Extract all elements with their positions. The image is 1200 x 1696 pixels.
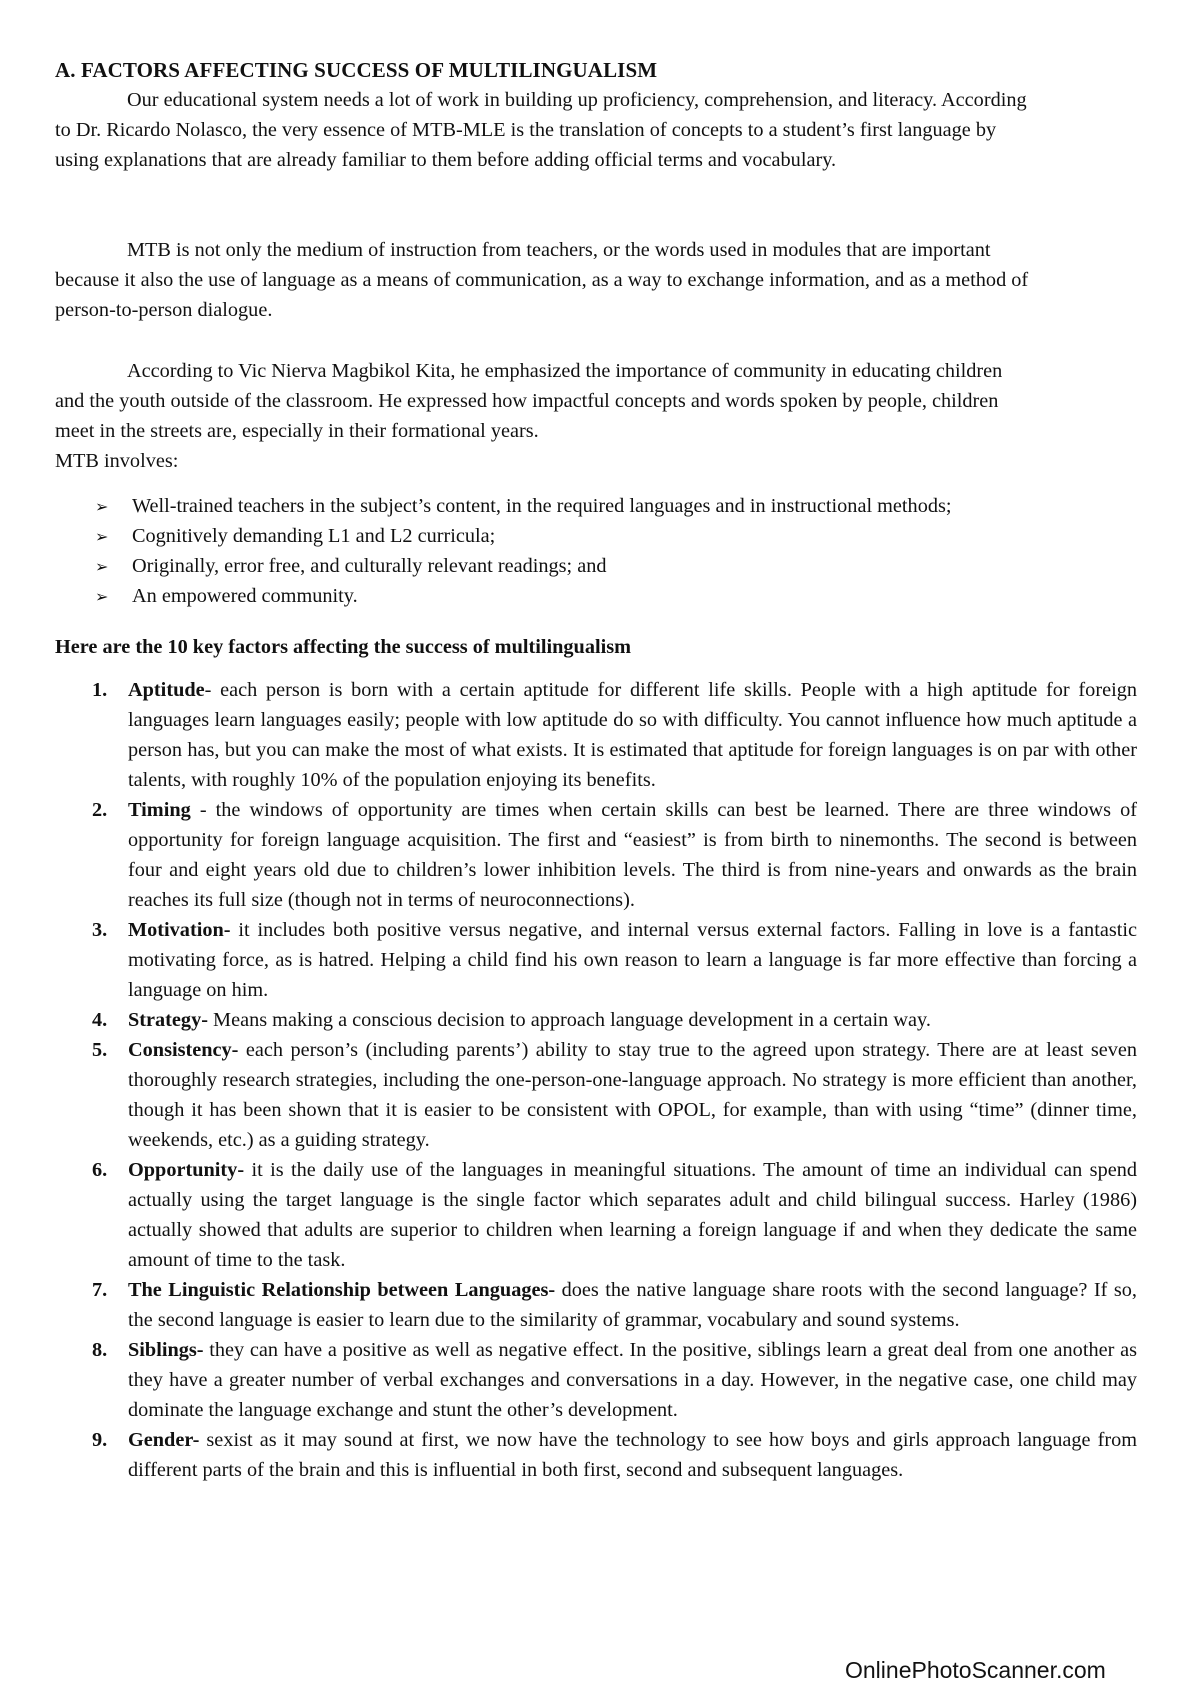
bullet-text: Cognitively demanding L1 and L2 curricula; xyxy=(132,525,496,547)
section-heading: A. FACTORS AFFECTING SUCCESS OF MULTILINGUALISM xyxy=(55,58,658,82)
factor-number: 1. xyxy=(92,679,108,701)
factor-item xyxy=(92,1275,1137,1335)
paragraph-text: MTB is not only the medium of instruction from teachers, or the words used in modules that are important because it also the use of language as a means of communication, as a way to exchange information, and as a method of person-to-person dialogue. xyxy=(55,239,1029,321)
factor-item xyxy=(92,1005,1137,1035)
factor-item xyxy=(92,1425,1137,1485)
factor-item xyxy=(92,915,1137,1005)
factor-text: it includes both positive versus negative, and internal versus external factors. Falling in love is a fantastic motivating force, as is hatred. Helping a child find his own reason to learn a language is far more effective than forcing a language on him. xyxy=(128,919,1137,1001)
factor-item xyxy=(92,795,1137,915)
mtb-involves-label: MTB involves: xyxy=(55,450,179,472)
list-item xyxy=(95,581,1155,611)
factor-term: Siblings- xyxy=(128,1339,204,1361)
factor-term: Consistency- xyxy=(128,1039,239,1061)
factor-term: Aptitude xyxy=(128,679,205,701)
factor-item xyxy=(92,1335,1137,1425)
paragraph-text: According to Vic Nierva Magbikol Kita, he emphasized the importance of community in educating children and the youth outside of the classroom. He expressed how impactful concepts and words spoken by people, children meet in the streets are, especially in their formational years. xyxy=(55,360,1003,442)
arrow-bullet-icon: ➢ xyxy=(95,587,109,606)
factor-item xyxy=(92,1155,1137,1275)
factor-text: sexist as it may sound at first, we now have the technology to see how boys and girls approach language from different parts of the brain and this is influential in both first, second and subsequent languages. xyxy=(128,1429,1137,1481)
bullet-text: Well-trained teachers in the subject’s content, in the required languages and in instructional methods; xyxy=(132,495,952,517)
bullet-text: Originally, error free, and culturally relevant readings; and xyxy=(132,555,607,577)
list-item xyxy=(95,491,1155,521)
factor-number: 7. xyxy=(92,1279,108,1301)
factors-list xyxy=(92,675,1137,1485)
scanner-watermark: OnlinePhotoScanner.com xyxy=(845,1657,1106,1683)
paragraph-1 xyxy=(55,85,1035,175)
arrow-bullet-icon: ➢ xyxy=(95,527,109,546)
arrow-bullet-icon: ➢ xyxy=(95,497,109,516)
paragraph-text: Our educational system needs a lot of work in building up proficiency, comprehension, and literacy. According to Dr. Ricardo Nolasco, the very essence of MTB-MLE is the translation of concepts to a student’s first language by using explanations that are already familiar to them before adding official terms and vocabulary. xyxy=(55,89,1027,171)
factor-number: 2. xyxy=(92,799,108,821)
factor-number: 3. xyxy=(92,919,108,941)
bullet-text: An empowered community. xyxy=(132,585,358,607)
factor-item xyxy=(92,675,1137,795)
factor-term: Strategy- xyxy=(128,1009,208,1031)
factor-text: they can have a positive as well as negative effect. In the positive, siblings learn a great deal from one another as they have a greater number of verbal exchanges and conversations in a day. However, in the negative case, one child may dominate the language exchange and stunt the other’s development. xyxy=(128,1339,1137,1421)
factor-term: Opportunity- xyxy=(128,1159,245,1181)
factor-item xyxy=(92,1035,1137,1155)
paragraph-2 xyxy=(55,235,1035,325)
list-item xyxy=(95,551,1155,581)
factor-text: does the native language share roots with the second language? If so, the second language is easier to learn due to the similarity of grammar, vocabulary and sound systems. xyxy=(128,1279,1138,1331)
factor-text: - the windows of opportunity are times when certain skills can best be learned. There are three windows of opportunity for foreign language acquisition. The first and “easiest” is from birth to ninemonths. The second is between four and eight years old due to children’s lower inhibition levels. The third is from nine-years and onwards as the brain reaches its full size (though not in terms of neuroconnections). xyxy=(128,799,1137,911)
factor-text: - each person is born with a certain aptitude for different life skills. People with a high aptitude for foreign languages learn languages easily; people with low aptitude do so with difficulty. You cannot influence how much aptitude a person has, but you can make the most of what exists. It is estimated that aptitude for foreign languages is on par with other talents, with roughly 10% of the population enjoying its benefits. xyxy=(128,679,1137,791)
factor-text: each person’s (including parents’) ability to stay true to the agreed upon strategy. There are at least seven thoroughly research strategies, including the one-person-one-language approach. No strategy is more efficient than another, though it has been shown that it is easier to be consistent with OPOL, for example, than with using “time” (dinner time, weekends, etc.) as a guiding strategy. xyxy=(128,1039,1137,1151)
paragraph-3 xyxy=(55,356,1035,476)
list-item xyxy=(95,521,1155,551)
factor-number: 4. xyxy=(92,1009,108,1031)
bullet-list xyxy=(95,491,1155,611)
factor-number: 6. xyxy=(92,1159,108,1181)
factor-term: Timing xyxy=(128,799,191,821)
factor-text: it is the daily use of the languages in meaningful situations. The amount of time an individual can spend actually using the target language is the single factor which separates adult and child bilingual success. Harley (1986) actually showed that adults are superior to children when learning a foreign language if and when they dedicate the same amount of time to the task. xyxy=(128,1159,1137,1271)
factor-number: 9. xyxy=(92,1429,108,1451)
factors-subheading: Here are the 10 key factors affecting the success of multilingualism xyxy=(55,636,632,658)
factor-term: The Linguistic Relationship between Languages- xyxy=(128,1279,556,1301)
arrow-bullet-icon: ➢ xyxy=(95,557,109,576)
factor-term: Motivation- xyxy=(128,919,231,941)
factor-number: 8. xyxy=(92,1339,108,1361)
factor-number: 5. xyxy=(92,1039,108,1061)
factor-text: Means making a conscious decision to approach language development in a certain way. xyxy=(207,1009,931,1031)
factor-term: Gender- xyxy=(128,1429,200,1451)
